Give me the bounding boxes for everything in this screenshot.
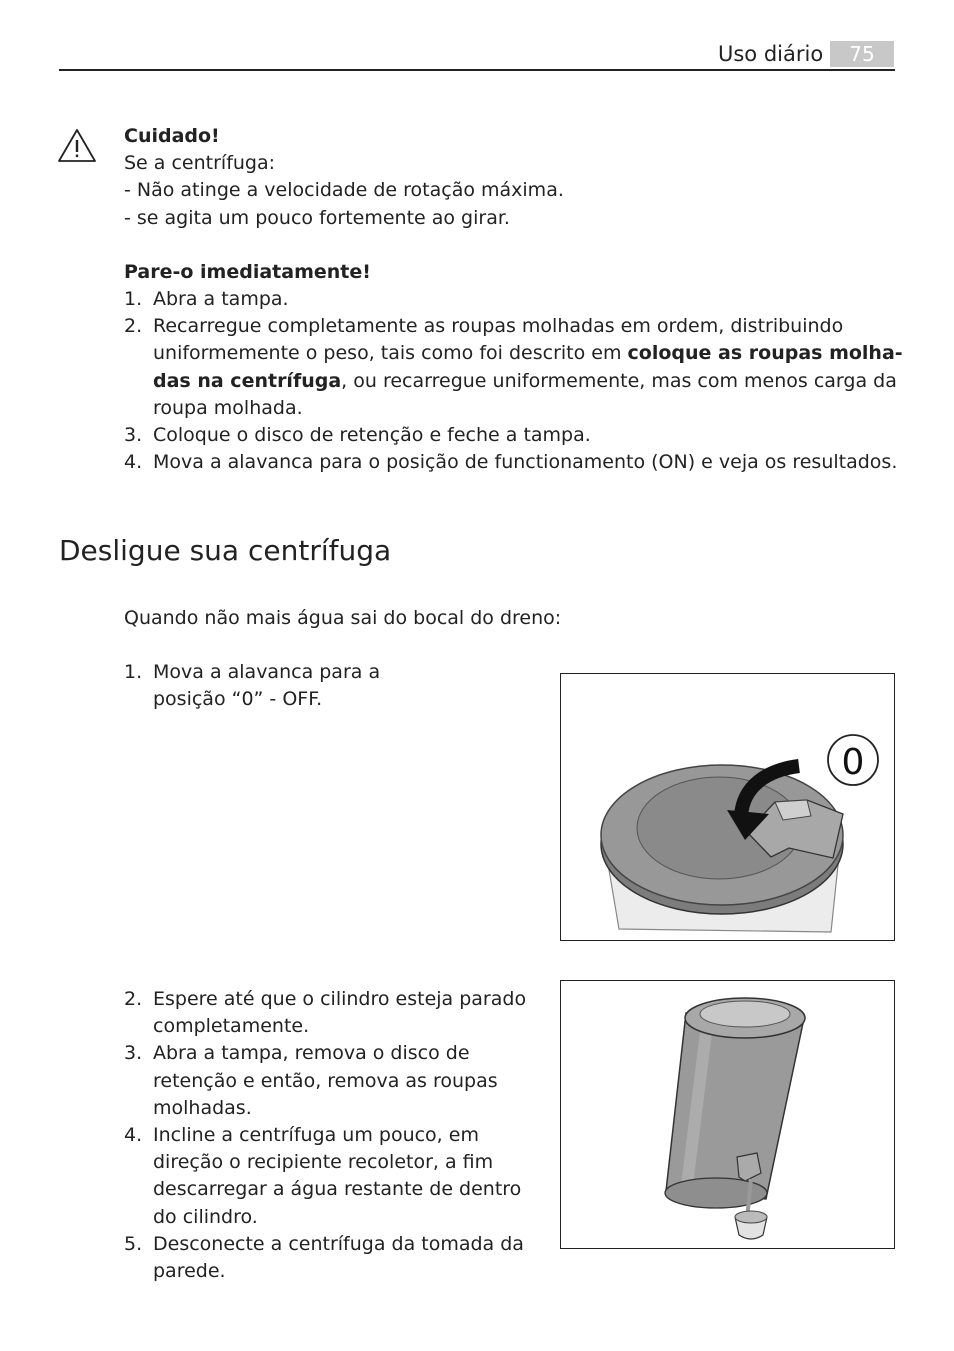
figure-drain-tilt bbox=[560, 980, 895, 1249]
list-item: 3. Abra a tampa, remova o disco de retenção e então, remova as roupas molhadas. bbox=[124, 1042, 498, 1119]
figure-lever-off bbox=[560, 673, 895, 941]
list-item: 2. Recarregue completamente as roupas molhadas em ordem, distribuindo uniformemente o peso, tais como foi descrito em coloque as roupas molha-das na centrífuga, ou recarregue uniformemente, mas com menos carga da roupa molhada. bbox=[124, 315, 903, 419]
list-item: 4. Mova a alavanca para o posição de functionamento (ON) e veja os resultados. bbox=[124, 451, 898, 474]
list-item: 4. Incline a centrífuga um pouco, em direção o recipiente recoletor, a fim descarregar a água restante de dentro do cilindro. bbox=[124, 1124, 522, 1228]
steps-list-a bbox=[124, 659, 394, 713]
section-intro: Quando não mais água sai do bocal do dreno: bbox=[124, 607, 562, 629]
list-item: 1. Mova a alavanca para a posição “0” - OFF. bbox=[124, 661, 381, 711]
cross-reference: coloque as roupas molha-das na centrífuga bbox=[153, 342, 903, 392]
warning-item: - Não atinge a velocidade de rotação máxima. bbox=[124, 179, 564, 202]
header-section-title: Uso diário bbox=[718, 42, 824, 66]
warning-item: - se agita um pouco fortemente ao girar. bbox=[124, 206, 510, 229]
section-heading: Desligue sua centrífuga bbox=[59, 534, 392, 567]
list-item: 3. Coloque o disco de retenção e feche a tampa. bbox=[124, 424, 591, 447]
warning-action-title: Pare-o imediatamente! bbox=[124, 260, 371, 283]
warning-triangle-icon bbox=[57, 128, 97, 164]
steps-list-b bbox=[124, 986, 529, 1285]
list-item: 1. Abra a tampa. bbox=[124, 288, 289, 311]
list-item: 2. Espere até que o cilindro esteja parado completamente. bbox=[124, 988, 527, 1038]
warning-title: Cuidado! bbox=[124, 125, 220, 147]
warning-steps bbox=[124, 286, 904, 476]
page-number: 75 bbox=[830, 41, 894, 67]
off-position-label: 0 bbox=[841, 742, 865, 783]
list-item: 5. Desconecte a centrífuga da tomada da parede. bbox=[124, 1232, 524, 1283]
warning-intro: Se a centrífuga: bbox=[124, 152, 276, 175]
warning-block bbox=[124, 123, 904, 476]
header-divider bbox=[59, 69, 895, 71]
